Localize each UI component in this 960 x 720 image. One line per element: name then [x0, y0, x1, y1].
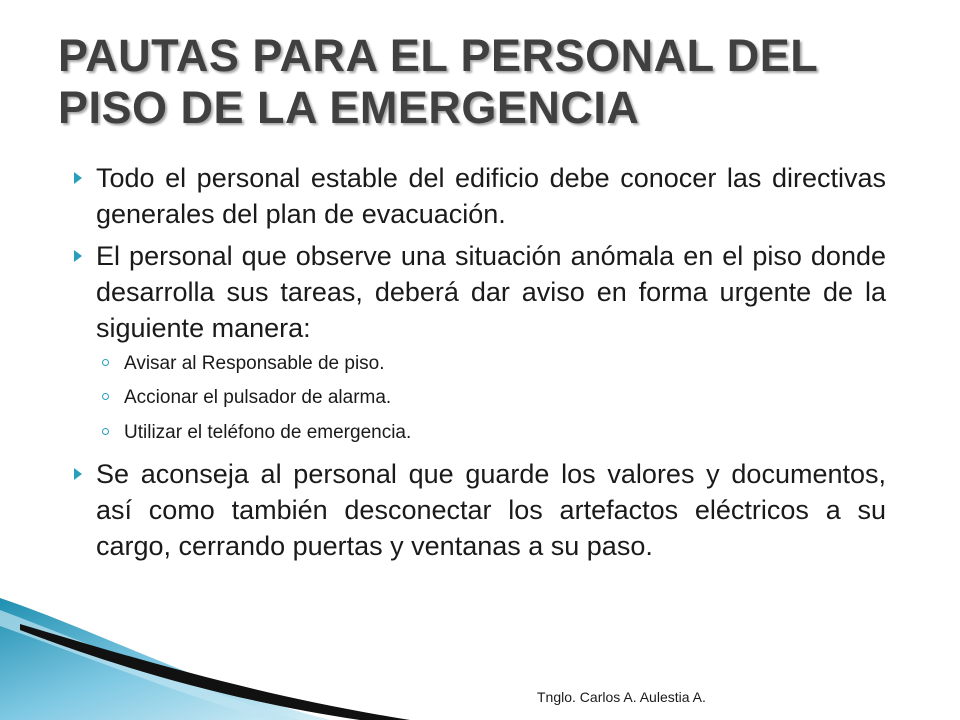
- corner-swoosh-decoration: [0, 598, 420, 720]
- bullet-text-1: Todo el personal estable del edificio debe conocer las directivas generales del plan de evacuación.: [96, 163, 886, 229]
- sub-item-1: [124, 351, 824, 377]
- bullet-text-3: Se aconseja al personal que guarde los valores y documentos, así como también desconectar los artefactos eléctricos a su cargo, cerrando puertas y ventanas a su paso.: [96, 459, 886, 561]
- ring-bullet-icon: [102, 359, 109, 366]
- arrow-bullet-icon: [74, 468, 82, 480]
- sub-item-2: [124, 385, 824, 411]
- arrow-bullet-icon: [74, 172, 82, 184]
- slide-title-line-2: PISO DE LA EMERGENCIA: [58, 82, 640, 133]
- sub-item-text-1: Avisar al Responsable de piso.: [124, 353, 385, 374]
- slide-title-line-1: PAUTAS PARA EL PERSONAL DEL: [58, 30, 819, 81]
- arrow-bullet-icon: [74, 250, 82, 262]
- bullet-item-3: [96, 456, 886, 564]
- bullet-text-2: El personal que observe una situación anómala en el piso donde desarrolla sus tareas, deberá dar aviso en forma urgente de la siguiente manera:: [96, 241, 886, 343]
- sub-item-text-3: Utilizar el teléfono de emergencia.: [124, 422, 412, 443]
- sub-item-text-2: Accionar el pulsador de alarma.: [124, 387, 392, 408]
- ring-bullet-icon: [102, 428, 109, 435]
- sub-item-3: [124, 420, 824, 446]
- footer-author: Tnglo. Carlos A. Aulestia A.: [537, 689, 706, 705]
- bullet-item-2: [96, 238, 886, 346]
- bullet-item-1: [96, 160, 886, 232]
- ring-bullet-icon: [102, 393, 109, 400]
